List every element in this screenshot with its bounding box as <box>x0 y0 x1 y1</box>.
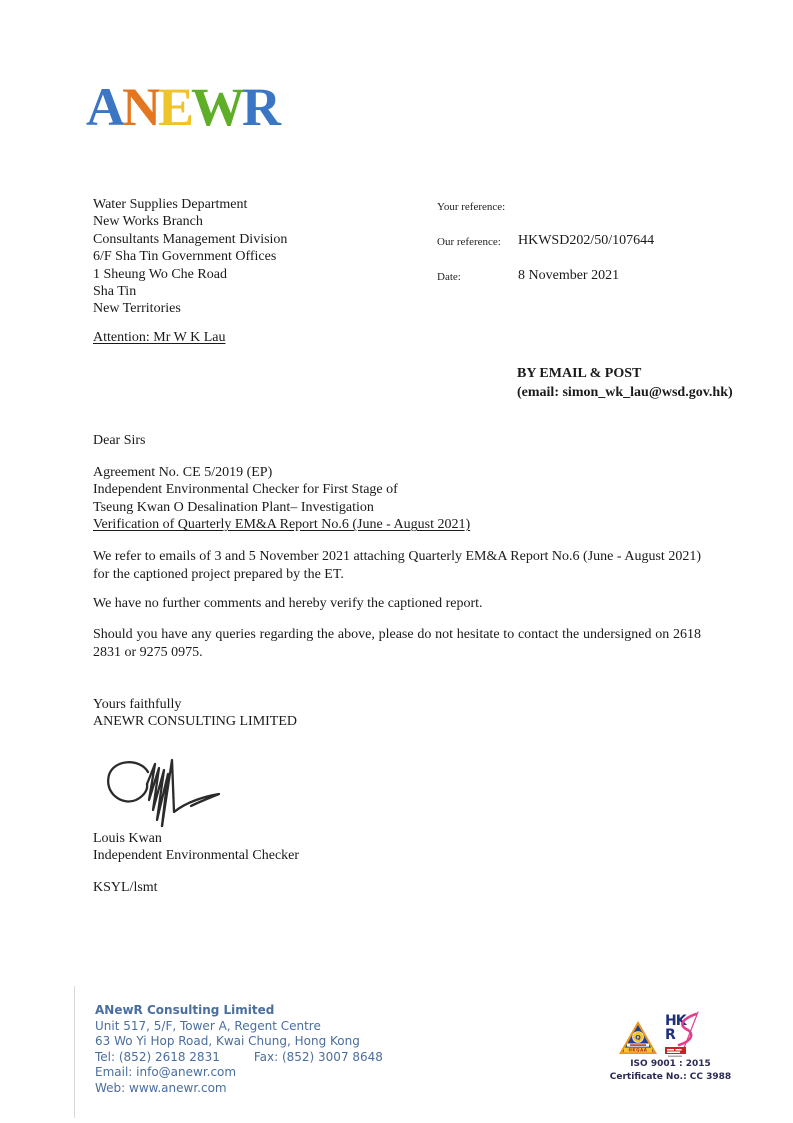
our-reference-value: HKWSD202/50/107644 <box>518 233 655 248</box>
signer-block <box>93 830 299 865</box>
date-label: Date: <box>437 271 461 283</box>
footer-address-line: Unit 517, 5/F, Tower A, Regent Centre <box>95 1018 321 1033</box>
recipient-line: New Territories <box>93 301 181 317</box>
signature-image <box>98 750 228 835</box>
reference-initials: KSYL/lsmt <box>93 880 158 895</box>
svg-text:R: R <box>665 1027 676 1043</box>
logo-letter-r: R <box>242 77 279 137</box>
footer-web: Web: www.anewr.com <box>95 1080 227 1095</box>
valediction: Yours faithfully <box>93 697 182 712</box>
svg-text:HK: HK <box>665 1013 686 1029</box>
body-paragraph: We have no further comments and hereby verify the captioned report. <box>93 596 483 611</box>
subject-block <box>93 464 470 534</box>
footer-address-line: 63 Wo Yi Hop Road, Kwai Chung, Hong Kong <box>95 1034 360 1049</box>
hkrs-logo-icon <box>664 1010 704 1063</box>
footer-telfax-line <box>95 1050 383 1066</box>
logo-letter-e: E <box>158 77 192 137</box>
recipient-line: Water Supplies Department <box>93 197 248 212</box>
certificate-number-text: Certificate No.: CC 3988 <box>609 1071 732 1082</box>
subject-line: Agreement No. CE 5/2019 (EP) <box>93 465 273 480</box>
date-value: 8 November 2021 <box>518 268 620 283</box>
logo-letter-n: N <box>122 77 158 137</box>
subject-line: Independent Environmental Checker for First Stage of <box>93 482 398 498</box>
logo-letter-a: A <box>86 77 122 137</box>
your-reference-row <box>437 198 757 233</box>
delivery-method <box>517 365 733 402</box>
subject-line: Tseung Kwan O Desalination Plant– Investigation <box>93 499 374 515</box>
our-reference-row <box>437 233 757 268</box>
handwritten-signature <box>98 750 228 840</box>
signer-name: Louis Kwan <box>93 831 162 846</box>
certification-text <box>608 1058 733 1083</box>
logo-letter-w: W <box>191 77 243 137</box>
company-logo <box>86 77 279 137</box>
body-paragraph: We refer to emails of 3 and 5 November 2021 attaching Quarterly EM&A Report No.6 (June - August 2021) for the captioned project prepared by the ET. <box>93 549 701 582</box>
footer-contact-block <box>95 1003 383 1097</box>
footer-divider <box>74 986 75 1118</box>
hkqaa-logo-icon <box>618 1020 658 1061</box>
your-reference-label: Your reference: <box>437 201 506 213</box>
recipient-line: Sha Tin <box>93 284 137 300</box>
recipient-line: 1 Sheung Wo Che Road <box>93 266 227 282</box>
svg-text:Q: Q <box>635 1033 641 1042</box>
attention-line: Attention: Mr W K Lau <box>93 330 226 345</box>
recipient-line: New Works Branch <box>93 214 203 230</box>
recipient-line: 6/F Sha Tin Government Offices <box>93 249 277 265</box>
delivery-method-line: BY EMAIL & POST <box>517 366 642 381</box>
recipient-line: Consultants Management Division <box>93 231 288 247</box>
subject-line-underlined: Verification of Quarterly EM&A Report No.6 (June - August 2021) <box>93 517 471 533</box>
footer-tel: Tel: (852) 2618 2831 <box>95 1049 220 1064</box>
date-row <box>437 268 757 303</box>
footer-email: Email: info@anewr.com <box>95 1065 237 1080</box>
delivery-email-line: (email: simon_wk_lau@wsd.gov.hk) <box>517 384 733 400</box>
signer-title: Independent Environmental Checker <box>93 848 300 864</box>
body-paragraph: Should you have any queries regarding the above, please do not hesitate to contact the undersigned on 2618 2831 or 9275 0975. <box>93 627 701 660</box>
recipient-address <box>93 196 287 318</box>
footer-fax: Fax: (852) 3007 8648 <box>253 1049 383 1064</box>
iso-standard-text: ISO 9001 : 2015 <box>630 1059 711 1069</box>
svg-text:HKQAA: HKQAA <box>628 1047 648 1053</box>
our-reference-label: Our reference: <box>437 236 501 248</box>
closing-block <box>93 696 297 731</box>
salutation: Dear Sirs <box>93 433 146 448</box>
reference-block <box>437 198 757 303</box>
footer-company-name: ANewR Consulting Limited <box>95 1003 275 1017</box>
closing-company: ANEWR CONSULTING LIMITED <box>93 714 298 730</box>
